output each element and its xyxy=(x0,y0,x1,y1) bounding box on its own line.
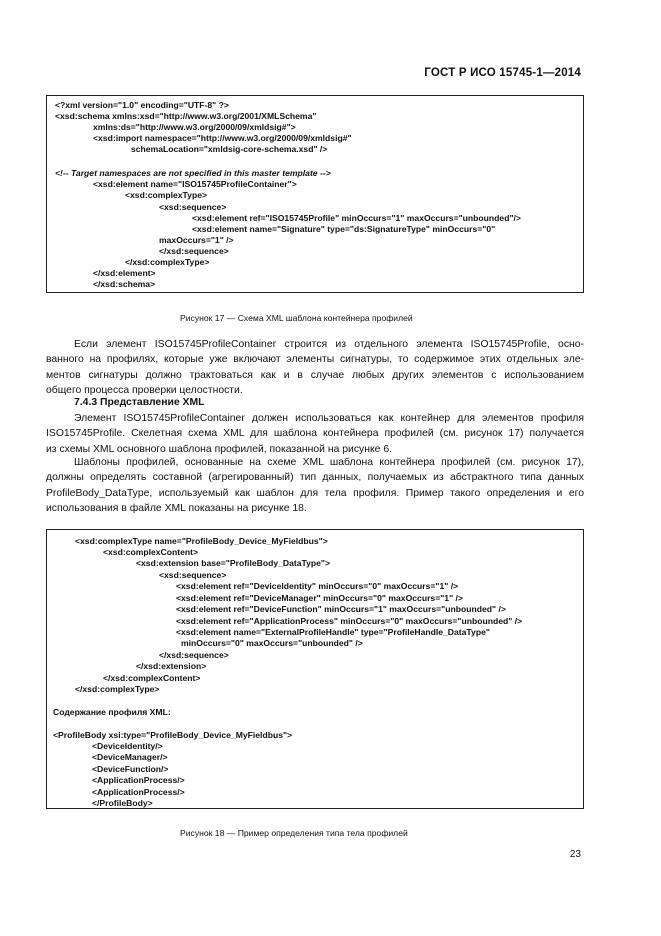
code-line: <ApplicationProcess/> xyxy=(92,787,185,797)
code-line: <?xml version="1.0" encoding="UTF-8" ?> xyxy=(55,100,229,110)
running-header: ГОСТ Р ИСО 15745-1—2014 xyxy=(424,67,581,79)
paragraph-line: ванного на профилях, которые уже включают элементы сигнатуры, то содержимое этих отдельных эле- xyxy=(46,354,584,366)
code-comment-line: <!-- Target namespaces are not specified in this master template --> xyxy=(55,168,331,178)
code-line: <xsd:element ref="ISO15745Profile" minOccurs="1" maxOccurs="unbounded"/> xyxy=(192,213,521,223)
code-line: <xsd:schema xmlns:xsd="http://www.w3.org/2001/XMLSchema" xyxy=(55,111,317,121)
code-line: </ProfileBody> xyxy=(92,798,153,808)
paragraph-line: Если элемент ISO15745ProfileContainer строится из отдельного элемента ISO15745Profile, осно- xyxy=(74,339,584,350)
code-line: <ApplicationProcess/> xyxy=(92,775,185,785)
code-line: <xsd:element ref="DeviceFunction" minOccurs="1" maxOccurs="unbounded" /> xyxy=(176,604,506,614)
code-line: </xsd:schema> xyxy=(93,279,156,289)
code-line: <xsd:sequence> xyxy=(159,570,227,580)
paragraph-line: Элемент ISO15745ProfileContainer должен использоваться как контейнер для элементов профиля xyxy=(74,413,584,424)
section-heading: 7.4.3 Представление XML xyxy=(74,397,205,408)
code-line: maxOccurs="1" /> xyxy=(159,235,234,245)
code-line: </xsd:extension> xyxy=(136,661,207,671)
page-number: 23 xyxy=(569,849,581,860)
code-line: <xsd:sequence> xyxy=(159,202,227,212)
paragraph-3 xyxy=(46,455,584,516)
code-line: </xsd:complexContent> xyxy=(103,673,201,683)
code-line: <DeviceIdentity/> xyxy=(92,741,163,751)
code-line: <DeviceManager/> xyxy=(92,752,168,762)
paragraph-line: должны определять составной (агрегированный) тип данных, получаемых из абстрактного типа данных xyxy=(46,472,584,484)
paragraph-line: Шаблоны профилей, основанные на схеме XML шаблона контейнера профилей (см. рисунок 17), xyxy=(74,457,584,468)
paragraph-1 xyxy=(46,337,584,398)
code-line: </xsd:element> xyxy=(93,268,156,278)
figure-18-code-box xyxy=(46,529,584,809)
code-line: <xsd:complexType name="ProfileBody_Device_MyFieldbus"> xyxy=(75,536,328,546)
code-line: <ProfileBody xsi:type="ProfileBody_Device_MyFieldbus"> xyxy=(53,730,293,740)
code-line: </xsd:sequence> xyxy=(159,650,229,660)
code-line: <xsd:extension base="ProfileBody_DataType"> xyxy=(136,558,331,568)
paragraph-line: использования в файле XML показаны на рисунке 18. xyxy=(46,502,307,514)
code-line: <xsd:element ref="ApplicationProcess" minOccurs="0" maxOccurs="unbounded" /> xyxy=(176,616,523,626)
code-line: xmlns:ds="http://www.w3.org/2000/09/xmldsig#"> xyxy=(93,122,296,132)
paragraph-line: ProfileBody_DataType, используемый как шаблон для тела профиля. Пример такого определения и его xyxy=(46,487,584,499)
code-line: </xsd:complexType> xyxy=(125,257,210,267)
code-line: </xsd:sequence> xyxy=(159,246,229,256)
figure-17-caption: Рисунок 17 — Схема XML шаблона контейнера профилей xyxy=(180,313,413,323)
figure-18-caption: Рисунок 18 — Пример определения типа тела профилей xyxy=(180,828,408,838)
code-line: </xsd:complexType> xyxy=(75,684,160,694)
code-line: <xsd:element name="Signature" type="ds:SignatureType" minOccurs="0" xyxy=(192,224,496,234)
code-line: Содержание профиля XML: xyxy=(53,707,171,717)
code-line: <xsd:complexType> xyxy=(125,190,207,200)
code-line: <xsd:import namespace="http://www.w3.org/2000/09/xmldsig#" xyxy=(93,133,352,143)
code-line: <xsd:element ref="DeviceManager" minOccurs="0" maxOccurs="1" /> xyxy=(176,593,463,603)
paragraph-line: ментов сигнатуры должно трактоваться как и в случае любых других элементов с использованием xyxy=(46,369,584,381)
code-line: <xsd:element name="ISO15745ProfileContainer"> xyxy=(93,179,297,189)
figure-17-code-box xyxy=(46,95,584,293)
code-line: minOccurs="0" maxOccurs="unbounded" /> xyxy=(181,638,363,648)
code-line: <xsd:element name="ExternalProfileHandle" type="ProfileHandle_DataType" xyxy=(176,627,490,637)
paragraph-line: общего процесса проверки целостности. xyxy=(46,384,243,396)
code-line: <xsd:element ref="DeviceIdentity" minOccurs="0" maxOccurs="1" /> xyxy=(176,581,459,591)
paragraph-line: ISO15745Profile. Скелетная схема XML для шаблона контейнера профилей (см. рисунок 17) получается xyxy=(46,428,584,440)
code-line: <DeviceFunction/> xyxy=(92,764,169,774)
code-line: schemaLocation="xmldsig-core-schema.xsd" /> xyxy=(131,144,328,154)
paragraph-line: из схемы XML основного шаблона профилей, показанной на рисунке 6. xyxy=(46,443,392,455)
code-line: <xsd:complexContent> xyxy=(103,547,199,557)
paragraph-2 xyxy=(46,411,584,457)
